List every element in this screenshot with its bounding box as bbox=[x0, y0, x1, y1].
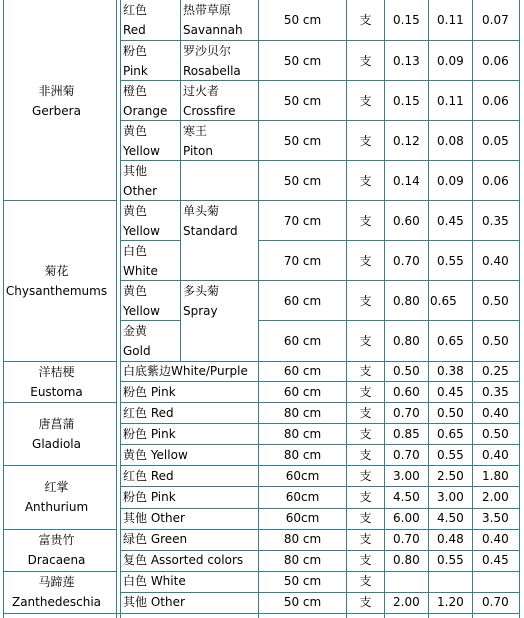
color-cn: 橙色 bbox=[123, 84, 148, 98]
price-2: 0.65 bbox=[437, 427, 464, 441]
price-3: 0.50 bbox=[482, 427, 509, 441]
price-3: 0.07 bbox=[482, 13, 509, 27]
grid-line bbox=[180, 0, 181, 362]
price-1: 0.14 bbox=[393, 174, 420, 188]
grid-line bbox=[3, 200, 117, 201]
price-1: 0.13 bbox=[393, 54, 420, 68]
price-1: 0.15 bbox=[393, 13, 420, 27]
length-cell: 80 cm bbox=[283, 406, 322, 420]
unit-cell: 支 bbox=[359, 406, 372, 420]
length-cell: 60 cm bbox=[283, 385, 322, 399]
unit-cell: 支 bbox=[359, 469, 372, 483]
length-cell: 80 cm bbox=[283, 532, 322, 546]
grid-line bbox=[3, 613, 520, 614]
category-name-en: Gerbera bbox=[32, 104, 81, 118]
price-1: 0.70 bbox=[393, 532, 420, 546]
length-cell: 80 cm bbox=[283, 427, 322, 441]
variety-cn: 多头菊 bbox=[183, 284, 220, 298]
category-label bbox=[0, 530, 113, 570]
price-3: 0.05 bbox=[482, 134, 509, 148]
unit-cell: 支 bbox=[359, 94, 372, 108]
category-name-cn: 洋桔梗 bbox=[38, 365, 75, 379]
length-cell: 60 cm bbox=[283, 334, 322, 348]
unit-cell: 支 bbox=[359, 174, 372, 188]
variety-cn: 热带草原 bbox=[183, 3, 232, 17]
category-name-cn: 马蹄莲 bbox=[38, 575, 75, 589]
price-1: 0.15 bbox=[393, 94, 420, 108]
unit-cell: 支 bbox=[359, 13, 372, 27]
unit-cell: 支 bbox=[359, 54, 372, 68]
color-cell: 红色 Red bbox=[123, 406, 174, 420]
price-3: 0.06 bbox=[482, 174, 509, 188]
color-en: Yellow bbox=[123, 144, 160, 158]
price-1: 0.80 bbox=[393, 553, 420, 567]
price-2: 0.08 bbox=[437, 134, 464, 148]
grid-line bbox=[3, 402, 117, 403]
price-2: 0.55 bbox=[437, 553, 464, 567]
price-3: 0.06 bbox=[482, 94, 509, 108]
price-2: 0.38 bbox=[437, 364, 464, 378]
variety-en: Spray bbox=[183, 304, 218, 318]
length-cell: 50 cm bbox=[283, 94, 322, 108]
color-cell: 白色 White bbox=[123, 574, 186, 588]
price-3: 0.50 bbox=[482, 334, 509, 348]
category-label bbox=[0, 362, 113, 402]
price-1: 0.12 bbox=[393, 134, 420, 148]
length-cell: 50 cm bbox=[283, 595, 322, 609]
price-1: 0.60 bbox=[393, 214, 420, 228]
color-cell: 绿色 Green bbox=[123, 532, 188, 546]
color-en: Pink bbox=[123, 64, 148, 78]
price-3: 0.40 bbox=[482, 448, 509, 462]
length-cell: 50 cm bbox=[283, 13, 322, 27]
unit-cell: 支 bbox=[359, 532, 372, 546]
unit-cell: 支 bbox=[359, 595, 372, 609]
color-cell: 白底紫边White/Purple bbox=[123, 364, 248, 378]
color-en: Yellow bbox=[123, 304, 160, 318]
color-cn: 红色 bbox=[123, 3, 148, 17]
color-cell: 其他 Other bbox=[123, 511, 185, 525]
length-cell: 50 cm bbox=[283, 574, 322, 588]
grid-line bbox=[519, 0, 520, 618]
color-cn: 黄色 bbox=[123, 124, 148, 138]
color-cell: 复色 Assorted colors bbox=[123, 553, 244, 567]
variety-en: Piton bbox=[183, 144, 213, 158]
unit-cell: 支 bbox=[359, 490, 372, 504]
color-en: Yellow bbox=[123, 224, 160, 238]
unit-cell: 支 bbox=[359, 427, 372, 441]
category-label bbox=[0, 81, 113, 121]
grid-line bbox=[120, 280, 520, 281]
price-3: 2.00 bbox=[482, 490, 509, 504]
category-name-en: Gladiola bbox=[32, 437, 81, 451]
variety-cn: 单头菊 bbox=[183, 204, 220, 218]
length-cell: 60cm bbox=[285, 511, 320, 525]
category-name-cn: 红掌 bbox=[44, 480, 69, 494]
grid-line bbox=[120, 120, 520, 121]
color-cn: 黄色 bbox=[123, 284, 148, 298]
price-1: 0.50 bbox=[393, 364, 420, 378]
category-name-cn: 非洲菊 bbox=[38, 84, 75, 98]
color-cell: 红色 Red bbox=[123, 469, 174, 483]
length-cell: 50 cm bbox=[283, 54, 322, 68]
variety-en: Rosabella bbox=[183, 64, 241, 78]
color-cn: 其他 bbox=[123, 164, 148, 178]
color-cell: 粉色 Pink bbox=[123, 490, 176, 504]
category-name-cn: 菊花 bbox=[44, 264, 69, 278]
color-cell: 黄色 Yellow bbox=[123, 448, 188, 462]
unit-cell: 支 bbox=[359, 364, 372, 378]
length-cell: 80 cm bbox=[283, 553, 322, 567]
price-1: 0.70 bbox=[393, 254, 420, 268]
category-name-en: Dracaena bbox=[27, 553, 86, 567]
color-cell: 粉色 Pink bbox=[123, 385, 176, 399]
price-3: 0.40 bbox=[482, 254, 509, 268]
price-2: 3.00 bbox=[437, 490, 464, 504]
unit-cell: 支 bbox=[359, 334, 372, 348]
price-1: 6.00 bbox=[393, 511, 420, 525]
price-2: 0.45 bbox=[437, 385, 464, 399]
price-1: 3.00 bbox=[393, 469, 420, 483]
price-3: 0.50 bbox=[482, 294, 509, 308]
color-en: Red bbox=[123, 23, 146, 37]
variety-en: Crossfire bbox=[183, 104, 236, 118]
grid-line bbox=[116, 0, 117, 618]
length-cell: 60 cm bbox=[283, 294, 322, 308]
grid-line bbox=[258, 320, 520, 321]
color-cn: 金黄 bbox=[123, 324, 148, 338]
category-label bbox=[0, 414, 113, 454]
grid-line bbox=[258, 240, 520, 241]
grid-line bbox=[120, 80, 520, 81]
color-cn: 粉色 bbox=[123, 44, 148, 58]
length-cell: 60cm bbox=[285, 469, 320, 483]
price-2: 0.09 bbox=[437, 174, 464, 188]
price-1: 0.85 bbox=[393, 427, 420, 441]
unit-cell: 支 bbox=[359, 214, 372, 228]
price-1: 0.70 bbox=[393, 406, 420, 420]
price-2: 1.20 bbox=[437, 595, 464, 609]
unit-cell: 支 bbox=[359, 134, 372, 148]
price-1: 4.50 bbox=[393, 490, 420, 504]
grid-line bbox=[3, 465, 117, 466]
price-2: 0.65 bbox=[437, 334, 464, 348]
grid-line bbox=[384, 0, 385, 618]
grid-line bbox=[120, 160, 520, 161]
price-2: 0.55 bbox=[437, 448, 464, 462]
category-label bbox=[0, 572, 113, 612]
price-3: 0.25 bbox=[482, 364, 509, 378]
unit-cell: 支 bbox=[359, 553, 372, 567]
unit-cell: 支 bbox=[359, 294, 372, 308]
price-2: 0.45 bbox=[437, 214, 464, 228]
category-name-en: Anthurium bbox=[24, 500, 89, 514]
color-en: Gold bbox=[123, 344, 151, 358]
color-en: White bbox=[123, 264, 158, 278]
price-1: 0.80 bbox=[393, 334, 420, 348]
price-3: 0.35 bbox=[482, 214, 509, 228]
unit-cell: 支 bbox=[359, 511, 372, 525]
color-en: Other bbox=[123, 184, 158, 198]
length-cell: 70 cm bbox=[283, 214, 322, 228]
category-label bbox=[0, 477, 113, 517]
category-name-en: Eustoma bbox=[30, 385, 83, 399]
price-2: 4.50 bbox=[437, 511, 464, 525]
color-cell: 其他 Other bbox=[123, 595, 185, 609]
grid-line bbox=[120, 0, 121, 618]
price-3: 0.40 bbox=[482, 406, 509, 420]
length-cell: 70 cm bbox=[283, 254, 322, 268]
price-3: 0.70 bbox=[482, 595, 509, 609]
price-3: 0.35 bbox=[482, 385, 509, 399]
color-cell: 粉色 Pink bbox=[123, 427, 176, 441]
price-2: 0.09 bbox=[437, 54, 464, 68]
grid-line bbox=[120, 40, 520, 41]
price-3: 1.80 bbox=[482, 469, 509, 483]
grid-line bbox=[120, 200, 520, 201]
variety-en: Savannah bbox=[183, 23, 243, 37]
grid-line bbox=[428, 0, 429, 618]
category-name-en: Zanthedeschia bbox=[11, 595, 101, 609]
length-cell: 50 cm bbox=[283, 134, 322, 148]
variety-cn: 罗沙贝尔 bbox=[183, 44, 232, 58]
price-2: 0.48 bbox=[437, 532, 464, 546]
price-1: 2.00 bbox=[393, 595, 420, 609]
price-3: 0.40 bbox=[482, 532, 509, 546]
price-2: 0.11 bbox=[437, 13, 464, 27]
price-1: 0.80 bbox=[393, 294, 420, 308]
length-cell: 80 cm bbox=[283, 448, 322, 462]
color-en: Orange bbox=[123, 104, 168, 118]
price-3: 0.06 bbox=[482, 54, 509, 68]
price-2: 0.55 bbox=[437, 254, 464, 268]
unit-cell: 支 bbox=[359, 574, 372, 588]
variety-cn: 过火者 bbox=[183, 84, 220, 98]
category-name-en: Chysanthemums bbox=[5, 284, 108, 298]
category-label bbox=[0, 261, 113, 301]
price-2: 0.50 bbox=[437, 406, 464, 420]
length-cell: 60 cm bbox=[283, 364, 322, 378]
price-1: 0.70 bbox=[393, 448, 420, 462]
unit-cell: 支 bbox=[359, 385, 372, 399]
price-1: 0.60 bbox=[393, 385, 420, 399]
category-name-cn: 唐菖蒲 bbox=[38, 417, 75, 431]
price-2: 0.65 bbox=[430, 294, 457, 308]
length-cell: 60cm bbox=[285, 490, 320, 504]
color-cn: 白色 bbox=[123, 244, 148, 258]
grid-line bbox=[472, 0, 473, 618]
variety-cn: 寒王 bbox=[183, 124, 208, 138]
unit-cell: 支 bbox=[359, 254, 372, 268]
price-2: 0.11 bbox=[437, 94, 464, 108]
variety-en: Standard bbox=[183, 224, 238, 238]
length-cell: 50 cm bbox=[283, 174, 322, 188]
unit-cell: 支 bbox=[359, 448, 372, 462]
price-3: 3.50 bbox=[482, 511, 509, 525]
category-name-cn: 富贵竹 bbox=[38, 533, 75, 547]
price-3: 0.45 bbox=[482, 553, 509, 567]
color-cn: 黄色 bbox=[123, 204, 148, 218]
price-2: 2.50 bbox=[437, 469, 464, 483]
